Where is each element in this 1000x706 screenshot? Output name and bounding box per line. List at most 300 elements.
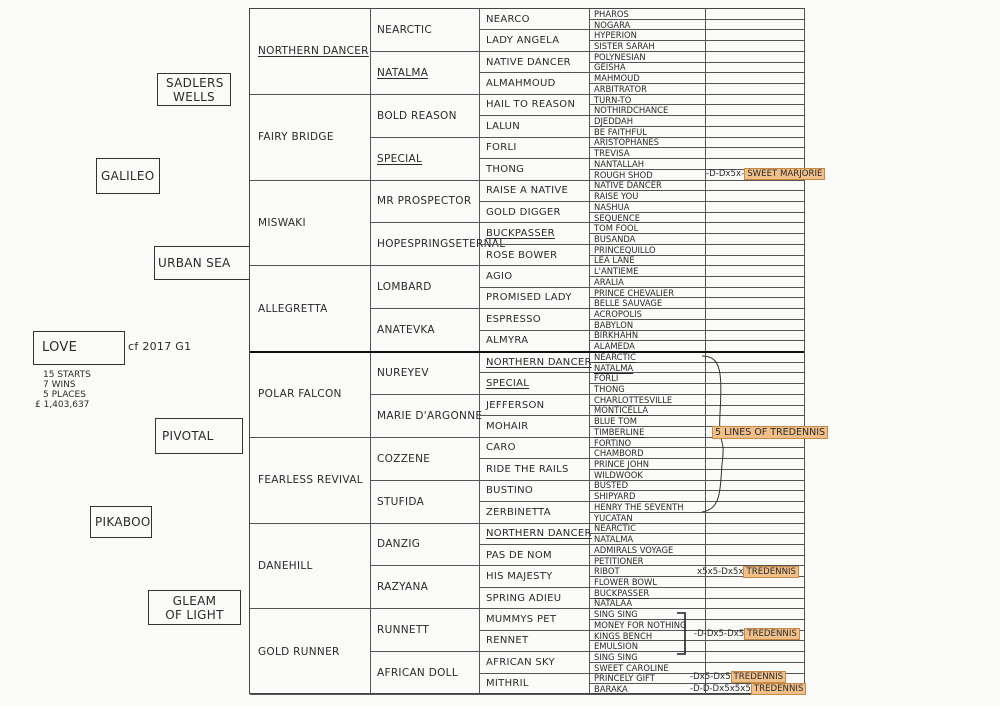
col4-cell	[590, 395, 706, 406]
col4-cell	[590, 652, 706, 663]
col4-cell	[590, 331, 706, 342]
gen3-ancestor: MOHAIR	[486, 421, 529, 433]
gen2-ancestor: DANZIG	[377, 538, 421, 551]
col4-cell	[590, 470, 706, 481]
col3-cell	[480, 352, 590, 373]
gen4-ancestor: TIMBERLINE	[594, 426, 645, 437]
gen3-ancestor: RENNET	[486, 635, 529, 647]
sire-box	[157, 73, 231, 106]
gen2-ancestor: HOPESPRINGSETERNAL	[377, 238, 506, 251]
col3-cell	[480, 223, 590, 244]
gen4-ancestor: NATIVE DANCER	[594, 180, 662, 191]
sire-dam-name: URBAN SEA	[158, 256, 231, 270]
gen4-ancestor: RIBOT	[594, 566, 620, 577]
sire-sire-name: GALILEO	[101, 169, 155, 183]
bracket-kings-bench	[676, 612, 688, 656]
col2-cell	[371, 652, 480, 695]
col4-cell	[590, 320, 706, 331]
col2-cell	[371, 52, 480, 95]
gen1-ancestor: POLAR FALCON	[258, 388, 342, 401]
col4-cell	[590, 384, 706, 395]
col4-cell	[590, 609, 706, 620]
annotation-baraka-prefix: -D-D-Dx5x5x5	[690, 684, 751, 694]
horse-box	[33, 331, 125, 365]
col4-cell	[590, 84, 706, 95]
gen4-ancestor: MONTICELLA	[594, 405, 649, 416]
gen3-ancestor: THONG	[486, 163, 525, 175]
dam-dam-name: GLEAM OF LIGHT	[165, 593, 224, 622]
col3-cell	[480, 138, 590, 159]
col4-cell	[590, 73, 706, 84]
col4-cell	[590, 127, 706, 138]
gen4-ancestor: SING SING	[594, 651, 638, 662]
gen5-empty-cell	[706, 9, 805, 20]
gen5-empty-cell	[706, 298, 805, 309]
gen2-ancestor: RAZYANA	[377, 581, 429, 594]
gen5-empty-cell	[706, 116, 805, 127]
gen4-ancestor: ROUGH SHOD	[594, 169, 653, 180]
dam-box	[90, 506, 152, 538]
gen4-ancestor: BE FAITHFUL	[594, 126, 647, 137]
gen3-ancestor: ROSE BOWER	[486, 249, 558, 261]
col4-cell	[590, 620, 706, 631]
gen4-ancestor: KINGS BENCH	[594, 630, 653, 641]
col2-cell	[371, 481, 480, 524]
col3-cell	[480, 524, 590, 545]
gen5-empty-cell	[706, 148, 805, 159]
gen5-empty-cell	[706, 609, 805, 620]
col2-cell	[371, 352, 480, 395]
gen4-ancestor: SHIPYARD	[594, 491, 636, 502]
col3-cell	[480, 545, 590, 566]
gen2-ancestor: LOMBARD	[377, 281, 432, 294]
col1-cell	[250, 9, 371, 95]
annotation-sweet-marjorie	[706, 168, 825, 180]
gen3-ancestor: PAS DE NOM	[486, 549, 552, 561]
col4-cell	[590, 577, 706, 588]
gen3-ancestor: ZERBINETTA	[486, 506, 551, 518]
col4-cell	[590, 416, 706, 427]
gen5-empty-cell	[706, 277, 805, 288]
col3-cell	[480, 416, 590, 437]
annotation-sweet-marjorie-prefix: -D-Dx5x-	[706, 169, 745, 179]
col4-cell	[590, 170, 706, 181]
col4-cell	[590, 684, 706, 695]
gen5-empty-cell	[706, 20, 805, 31]
col4-cell	[590, 363, 706, 374]
gen4-ancestor: SWEET CAROLINE	[594, 662, 669, 673]
col4-cell	[590, 481, 706, 492]
col4-cell	[590, 513, 706, 524]
gen1-ancestor: MISWAKI	[258, 216, 306, 229]
col1-cell	[250, 609, 371, 695]
col4-cell	[590, 631, 706, 642]
col3-cell	[480, 245, 590, 266]
gen3-ancestor: BUCKPASSER	[486, 228, 555, 240]
gen5-empty-cell	[706, 223, 805, 234]
col4-cell	[590, 277, 706, 288]
gen4-ancestor: BELLE SAUVAGE	[594, 298, 663, 309]
gen4-ancestor: NASHUA	[594, 201, 630, 212]
col1-cell	[250, 266, 371, 352]
col4-cell	[590, 245, 706, 256]
gen3-ancestor: BUSTINO	[486, 485, 534, 497]
col3-cell	[480, 181, 590, 202]
annotation-kings-bench-label: TREDENNIS	[744, 628, 800, 640]
gen3-ancestor: LADY ANGELA	[486, 35, 560, 47]
annotation-tredennis-lines	[712, 426, 828, 439]
col3-cell	[480, 502, 590, 523]
gen1-ancestor: DANEHILL	[258, 559, 313, 572]
col4-cell	[590, 491, 706, 502]
col2-cell	[371, 609, 480, 652]
col4-cell	[590, 148, 706, 159]
gen4-ancestor: CHARLOTTESVILLE	[594, 394, 673, 405]
annotation-sweet-marjorie-label: SWEET MARJORIE	[744, 168, 825, 180]
gen4-ancestor: BABYLON	[594, 319, 634, 330]
col2-cell	[371, 266, 480, 309]
gen1-ancestor: FAIRY BRIDGE	[258, 131, 334, 144]
annotation-princely-gift-label: TREDENNIS	[731, 671, 787, 683]
sire-dam-box	[154, 246, 250, 280]
gen4-ancestor: BARAKA	[594, 684, 628, 695]
col4-cell	[590, 406, 706, 417]
gen3-ancestor: HIS MAJESTY	[486, 571, 553, 583]
col3-cell	[480, 438, 590, 459]
gen3-ancestor: CARO	[486, 442, 516, 454]
sire-dam-divider	[250, 351, 804, 353]
col3-cell	[480, 631, 590, 652]
col4-cell	[590, 63, 706, 74]
col4-cell	[590, 309, 706, 320]
gen5-empty-cell	[706, 288, 805, 299]
col4-cell	[590, 427, 706, 438]
gen5-empty-cell	[706, 105, 805, 116]
col4-cell	[590, 599, 706, 610]
gen4-ancestor: BIRKHAHN	[594, 330, 639, 341]
gen5-empty-cell	[706, 73, 805, 84]
gen5-empty-cell	[706, 191, 805, 202]
gen1-ancestor: GOLD RUNNER	[258, 645, 340, 658]
gen4-ancestor: SISTER SARAH	[594, 41, 655, 52]
gen3-ancestor: GOLD DIGGER	[486, 206, 561, 218]
col1-cell	[250, 524, 371, 610]
gen3-ancestor: MITHRIL	[486, 678, 529, 690]
gen5-empty-cell	[706, 545, 805, 556]
gen4-ancestor: NOTHIRDCHANCE	[594, 105, 669, 116]
gen2-ancestor: STUFIDA	[377, 495, 425, 508]
gen3-ancestor: ESPRESSO	[486, 313, 541, 325]
gen1-ancestor: NORTHERN DANCER	[258, 45, 369, 58]
col4-cell	[590, 234, 706, 245]
col4-cell	[590, 502, 706, 513]
gen4-ancestor: NATALMA	[594, 534, 634, 545]
annotation-ribot	[697, 566, 799, 578]
col4-cell	[590, 288, 706, 299]
col2-cell	[371, 309, 480, 352]
col4-cell	[590, 41, 706, 52]
horse-name: LOVE	[42, 340, 78, 355]
gen4-ancestor: MAHMOUD	[594, 73, 640, 84]
gen4-ancestor: PRINCEQUILLO	[594, 244, 656, 255]
col2-cell	[371, 566, 480, 609]
gen3-ancestor: PROMISED LADY	[486, 292, 572, 304]
gen5-empty-cell	[706, 534, 805, 545]
gen5-empty-cell	[706, 320, 805, 331]
col4-cell	[590, 30, 706, 41]
sire-sire-box	[96, 158, 160, 194]
stat-earnings: £ 1,403,637	[35, 400, 90, 410]
dam-dam-box	[148, 590, 241, 625]
gen4-ancestor: NOGARA	[594, 19, 631, 30]
col3-cell	[480, 566, 590, 587]
col3-cell	[480, 95, 590, 116]
col4-cell	[590, 223, 706, 234]
col3-cell	[480, 609, 590, 630]
gen3-ancestor: AGIO	[486, 270, 513, 282]
col4-cell	[590, 105, 706, 116]
gen5-empty-cell	[706, 213, 805, 224]
col4-cell	[590, 116, 706, 127]
gen4-ancestor: BUSANDA	[594, 233, 636, 244]
col4-cell	[590, 266, 706, 277]
gen5-empty-cell	[706, 256, 805, 267]
gen4-ancestor: PRINCE JOHN	[594, 459, 650, 470]
gen3-ancestor: FORLI	[486, 142, 517, 154]
gen2-ancestor: NUREYEV	[377, 366, 429, 379]
gen4-ancestor: EMULSION	[594, 641, 638, 652]
col3-cell	[480, 331, 590, 352]
col4-cell	[590, 588, 706, 599]
col3-cell	[480, 116, 590, 137]
col3-cell	[480, 373, 590, 394]
gen5-empty-cell	[706, 41, 805, 52]
gen5-empty-cell	[706, 577, 805, 588]
gen4-ancestor: NANTALLAH	[594, 158, 645, 169]
col4-cell	[590, 448, 706, 459]
gen3-ancestor: SPECIAL	[486, 378, 530, 390]
gen2-ancestor: MARIE D'ARGONNE	[377, 409, 483, 422]
col4-cell	[590, 213, 706, 224]
gen4-ancestor: LEA LANE	[594, 255, 635, 266]
col4-cell	[590, 438, 706, 449]
col4-cell	[590, 9, 706, 20]
gen4-ancestor: ADMIRALS VOYAGE	[594, 544, 674, 555]
gen4-ancestor: PETITIONER	[594, 555, 644, 566]
gen5-empty-cell	[706, 138, 805, 149]
gen5-empty-cell	[706, 331, 805, 342]
horse-note: cf 2017 G1	[128, 340, 192, 353]
col3-cell	[480, 309, 590, 330]
col4-cell	[590, 674, 706, 685]
gen2-ancestor: MR PROSPECTOR	[377, 195, 472, 208]
gen3-ancestor: RIDE THE RAILS	[486, 463, 569, 475]
col3-cell	[480, 652, 590, 673]
gen4-ancestor: CHAMBORD	[594, 448, 644, 459]
col4-cell	[590, 566, 706, 577]
gen4-ancestor: POLYNESIAN	[594, 51, 646, 62]
gen2-ancestor: BOLD REASON	[377, 109, 457, 122]
col3-cell	[480, 159, 590, 180]
gen3-ancestor: SPRING ADIEU	[486, 592, 562, 604]
col4-cell	[590, 181, 706, 192]
gen3-ancestor: ALMYRA	[486, 335, 529, 347]
annotation-ribot-label: TREDENNIS	[743, 566, 799, 578]
gen2-ancestor: SPECIAL	[377, 152, 423, 165]
col4-cell	[590, 556, 706, 567]
col3-cell	[480, 9, 590, 30]
col2-cell	[371, 223, 506, 266]
col1-cell	[250, 181, 371, 267]
gen4-ancestor: PRINCELY GIFT	[594, 673, 655, 684]
col4-cell	[590, 459, 706, 470]
annotation-princely-gift-prefix: -Dx5-Dx5	[690, 672, 731, 682]
gen4-ancestor: TURN-TO	[594, 94, 632, 105]
gen3-ancestor: NORTHERN DANCER	[486, 356, 592, 368]
col2-cell	[371, 524, 480, 567]
gen4-ancestor: PRINCE CHEVALIER	[594, 287, 675, 298]
col4-cell	[590, 641, 706, 652]
annotation-kings-bench	[694, 628, 800, 640]
annotation-tredennis-lines-label: 5 LINES OF TREDENNIS	[712, 426, 828, 439]
col4-cell	[590, 256, 706, 267]
gen4-ancestor: YUCATAN	[594, 512, 633, 523]
gen4-ancestor: NEARCTIC	[594, 523, 636, 534]
col2-cell	[371, 9, 480, 52]
gen4-ancestor: BUCKPASSER	[594, 587, 650, 598]
col4-cell	[590, 373, 706, 384]
gen4-ancestor: PHAROS	[594, 8, 629, 19]
gen5-empty-cell	[706, 52, 805, 63]
gen5-empty-cell	[706, 234, 805, 245]
gen3-ancestor: NATIVE DANCER	[486, 56, 571, 68]
gen5-empty-cell	[706, 524, 805, 535]
gen5-empty-cell	[706, 63, 805, 74]
col2-cell	[371, 181, 480, 224]
gen4-ancestor: ARBITRATOR	[594, 83, 647, 94]
col3-cell	[480, 588, 590, 609]
col3-cell	[480, 481, 590, 502]
col4-cell	[590, 352, 706, 363]
gen4-ancestor: ARISTOPHANES	[594, 137, 659, 148]
col3-cell	[480, 288, 590, 309]
col4-cell	[590, 159, 706, 170]
gen4-ancestor: HENRY THE SEVENTH	[594, 501, 684, 512]
gen3-ancestor: HAIL TO REASON	[486, 99, 576, 111]
gen4-ancestor: BUSTED	[594, 480, 629, 491]
gen4-ancestor: ALAMEDA	[594, 341, 635, 352]
col4-cell	[590, 545, 706, 556]
col2-cell	[371, 438, 480, 481]
col2-cell	[371, 95, 480, 138]
gen5-empty-cell	[706, 202, 805, 213]
col4-cell	[590, 663, 706, 674]
gen2-ancestor: RUNNETT	[377, 624, 430, 637]
gen1-ancestor: FEARLESS REVIVAL	[258, 474, 363, 487]
gen5-empty-cell	[706, 599, 805, 610]
gen4-ancestor: FORLI	[594, 373, 619, 384]
gen4-ancestor: TOM FOOL	[594, 223, 639, 234]
gen5-empty-cell	[706, 309, 805, 320]
gen3-ancestor: NEARCO	[486, 13, 530, 25]
gen4-ancestor: FLOWER BOWL	[594, 576, 657, 587]
gen5-empty-cell	[706, 641, 805, 652]
dam-sire-box	[155, 418, 243, 454]
gen2-ancestor: ANATEVKA	[377, 324, 435, 337]
gen5-empty-cell	[706, 181, 805, 192]
gen2-ancestor: NEARCTIC	[377, 23, 433, 36]
gen4-ancestor: L'ANTIEME	[594, 266, 639, 277]
col1-cell	[250, 438, 371, 524]
gen5-empty-cell	[706, 556, 805, 567]
pedigree-table	[249, 8, 805, 694]
stat-starts: 15 STARTS	[43, 370, 91, 380]
sire-name: SADLERS WELLS	[166, 75, 224, 104]
gen4-ancestor: WILDWOOK	[594, 469, 643, 480]
col4-cell	[590, 534, 706, 545]
col4-cell	[590, 191, 706, 202]
annotation-kings-bench-prefix: -D-Dx5-Dx5	[694, 629, 745, 639]
gen4-ancestor: TREVISA	[594, 148, 630, 159]
gen4-ancestor: DJEDDAH	[594, 116, 633, 127]
col2-cell	[371, 138, 480, 181]
gen1-ancestor: ALLEGRETTA	[258, 302, 328, 315]
col3-cell	[480, 459, 590, 480]
col3-cell	[480, 674, 590, 695]
gen4-ancestor: ARALIA	[594, 276, 624, 287]
gen5-empty-cell	[706, 127, 805, 138]
gen4-ancestor: SING SING	[594, 609, 638, 620]
stat-wins: 7 WINS	[43, 380, 76, 390]
gen4-ancestor: NEARCTIC	[594, 351, 636, 362]
gen4-ancestor: BLUE TOM	[594, 416, 638, 427]
gen5-empty-cell	[706, 84, 805, 95]
col4-cell	[590, 52, 706, 63]
col4-cell	[590, 202, 706, 213]
gen5-empty-cell	[706, 588, 805, 599]
annotation-baraka-label: TREDENNIS	[751, 683, 807, 695]
col3-cell	[480, 202, 590, 223]
gen5-empty-cell	[706, 652, 805, 663]
gen3-ancestor: LALUN	[486, 120, 521, 132]
gen4-ancestor: HYPERION	[594, 30, 637, 41]
gen4-ancestor: THONG	[594, 384, 625, 395]
gen2-ancestor: AFRICAN DOLL	[377, 667, 458, 680]
gen4-ancestor: MONEY FOR NOTHING	[594, 619, 687, 630]
col1-cell	[250, 95, 371, 181]
horse-stats	[35, 370, 91, 410]
gen3-ancestor: JEFFERSON	[486, 399, 545, 411]
col4-cell	[590, 95, 706, 106]
gen5-empty-cell	[706, 513, 805, 524]
gen5-empty-cell	[706, 266, 805, 277]
gen4-ancestor: GEISHA	[594, 62, 626, 73]
gen4-ancestor: ACROPOLIS	[594, 308, 642, 319]
gen3-ancestor: RAISE A NATIVE	[486, 185, 569, 197]
col3-cell	[480, 30, 590, 51]
gen3-ancestor: ALMAHMOUD	[486, 78, 556, 90]
gen4-ancestor: SEQUENCE	[594, 212, 641, 223]
col1-cell	[250, 352, 371, 438]
gen4-ancestor: NATALMA	[594, 362, 634, 373]
dam-sire-name: PIVOTAL	[162, 429, 214, 443]
col3-cell	[480, 266, 590, 287]
col4-cell	[590, 138, 706, 149]
gen4-ancestor: FORTINO	[594, 437, 632, 448]
col3-cell	[480, 52, 590, 73]
col3-cell	[480, 395, 590, 416]
col3-cell	[480, 73, 590, 94]
